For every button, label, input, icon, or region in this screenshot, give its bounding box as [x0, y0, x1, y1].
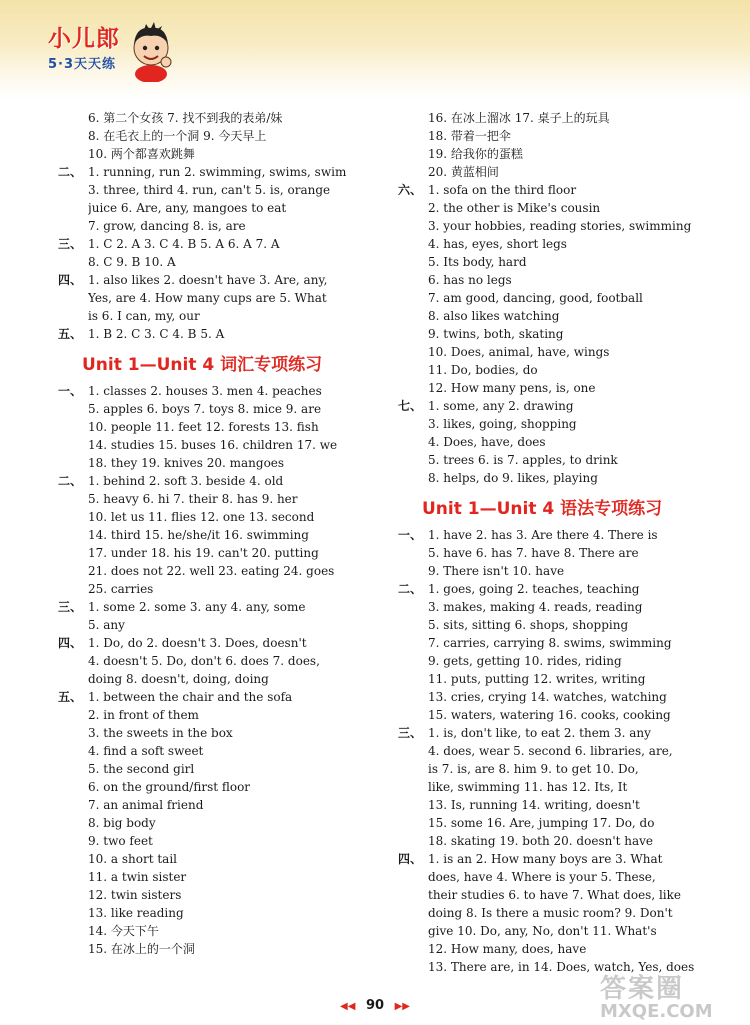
answer-line: [58, 454, 388, 472]
answer-text: 14. 今天下午: [88, 924, 159, 938]
answer-text: 5. sits, sitting 6. shops, shopping: [428, 618, 629, 632]
answer-text: 7. am good, dancing, good, football: [428, 291, 643, 305]
answer-line: [58, 289, 388, 307]
answer-line: [398, 904, 716, 922]
answer-text: 20. 黄蓝相间: [428, 165, 499, 179]
answer-text: 19. 给我你的蛋糕: [428, 147, 523, 161]
answer-line: [58, 163, 388, 181]
answers-left-column: [58, 109, 388, 958]
answer-line: [58, 886, 388, 904]
question-number: 六、: [398, 183, 423, 197]
answer-text: 1. some 2. some 3. any 4. any, some: [88, 600, 306, 614]
answer-line: [398, 922, 716, 940]
watermark-text: 答案圈: [600, 974, 685, 1004]
answer-line: [398, 361, 716, 379]
answer-text: 5. the second girl: [88, 762, 195, 776]
answer-line: [398, 562, 716, 580]
answer-line: [398, 253, 716, 271]
answer-line: [58, 145, 388, 163]
question-number: 二、: [398, 582, 423, 596]
answer-line: [398, 199, 716, 217]
answer-line: [58, 652, 388, 670]
answer-text: 5. heavy 6. hi 7. their 8. has 9. her: [88, 492, 298, 506]
answer-line: [398, 451, 716, 469]
section-heading: Unit 1—Unit 4 词汇专项练习: [82, 355, 323, 375]
answer-line: [398, 652, 716, 670]
section-heading: Unit 1—Unit 4 语法专项练习: [422, 499, 663, 519]
boy-mascot-icon: [126, 18, 176, 82]
answer-line: [58, 832, 388, 850]
answer-line: [58, 742, 388, 760]
answer-text: give 10. Do, any, No, don't 11. What's: [428, 924, 657, 938]
answer-line: [58, 490, 388, 508]
answer-text: 1. between the chair and the sofa: [88, 690, 293, 704]
answer-line: [58, 436, 388, 454]
answer-line: [398, 670, 716, 688]
answer-line: [398, 469, 716, 487]
answer-line: [398, 145, 716, 163]
question-number: 五、: [58, 690, 83, 704]
answer-line: [58, 508, 388, 526]
answer-line: [398, 343, 716, 361]
answer-line: [398, 832, 716, 850]
answer-text: 1. running, run 2. swimming, swims, swim: [88, 165, 347, 179]
answer-line: [398, 109, 716, 127]
answer-text: their studies 6. to have 7. What does, like: [428, 888, 682, 902]
answer-text: 1. behind 2. soft 3. beside 4. old: [88, 474, 284, 488]
answer-text: 8. also likes watching: [428, 309, 560, 323]
answer-text: 3. makes, making 4. reads, reading: [428, 600, 643, 614]
answer-text: 5. any: [88, 618, 125, 632]
answer-text: 12. twin sisters: [88, 888, 182, 902]
answer-text: 1. also likes 2. doesn't have 3. Are, any,: [88, 273, 328, 287]
question-number: 五、: [58, 327, 83, 341]
answer-line: [58, 109, 388, 127]
question-number: 三、: [58, 600, 83, 614]
answer-text: 5. apples 6. boys 7. toys 8. mice 9. are: [88, 402, 322, 416]
answer-line: [58, 400, 388, 418]
answer-text: 1. classes 2. houses 3. men 4. peaches: [88, 384, 322, 398]
answer-line: [58, 904, 388, 922]
question-number: 一、: [58, 384, 83, 398]
question-number: 一、: [398, 528, 423, 542]
answer-text: 1. Do, do 2. doesn't 3. Does, doesn't: [88, 636, 307, 650]
answer-line: [58, 670, 388, 688]
answer-text: doing 8. doesn't, doing, doing: [88, 672, 269, 686]
answer-text: 9. gets, getting 10. rides, riding: [428, 654, 622, 668]
answer-text: 5. have 6. has 7. have 8. There are: [428, 546, 639, 560]
answer-text: 4. does, wear 5. second 6. libraries, are,: [428, 744, 673, 758]
answer-text: 15. waters, watering 16. cooks, cooking: [428, 708, 671, 722]
answer-text: 15. some 16. Are, jumping 17. Do, do: [428, 816, 655, 830]
question-number: 三、: [58, 237, 83, 251]
answer-text: 12. How many pens, is, one: [428, 381, 596, 395]
answer-text: like, swimming 11. has 12. Its, It: [428, 780, 628, 794]
answer-text: 6. has no legs: [428, 273, 512, 287]
answer-line: [398, 814, 716, 832]
answer-text: 11. puts, putting 12. writes, writing: [428, 672, 646, 686]
answer-line: [398, 544, 716, 562]
answer-line: [398, 289, 716, 307]
answer-text: 7. carries, carrying 8. swims, swimming: [428, 636, 672, 650]
site-watermark: [600, 968, 713, 1022]
answer-text: 9. twins, both, skating: [428, 327, 564, 341]
answer-line: [398, 163, 716, 181]
answer-text: 2. in front of them: [88, 708, 199, 722]
question-number: 二、: [58, 474, 83, 488]
answer-text: 1. goes, going 2. teaches, teaching: [428, 582, 640, 596]
answer-line: [58, 382, 388, 400]
answer-text: 11. a twin sister: [88, 870, 187, 884]
question-number: 三、: [398, 726, 423, 740]
answer-line: [398, 181, 716, 199]
answer-line: [398, 868, 716, 886]
answer-line: [58, 598, 388, 616]
answer-line: [398, 415, 716, 433]
answer-text: 18. they 19. knives 20. mangoes: [88, 456, 285, 470]
answer-text: 10. let us 11. flies 12. one 13. second: [88, 510, 315, 524]
answers-right-column: [398, 109, 716, 976]
answer-text: 6. 第二个女孩 7. 找不到我的表弟/妹: [88, 111, 283, 125]
answer-line: [398, 271, 716, 289]
answer-line: [58, 127, 388, 145]
answer-text: 3. the sweets in the box: [88, 726, 233, 740]
answer-line: [58, 688, 388, 706]
answer-text: 13. There are, in 14. Does, watch, Yes, does: [428, 960, 695, 974]
answer-text: 15. 在冰上的一个洞: [88, 942, 195, 956]
answer-line: [58, 253, 388, 271]
answer-text: 1. sofa on the third floor: [428, 183, 577, 197]
answer-line: [58, 940, 388, 958]
answer-line: [58, 706, 388, 724]
answer-line: [398, 616, 716, 634]
answer-line: [398, 325, 716, 343]
answer-text: 4. Does, have, does: [428, 435, 546, 449]
answer-text: juice 6. Are, any, mangoes to eat: [88, 201, 287, 215]
answer-line: [58, 778, 388, 796]
answer-text: 1. B 2. C 3. C 4. B 5. A: [88, 327, 225, 341]
answer-text: 7. grow, dancing 8. is, are: [88, 219, 246, 233]
answer-line: [398, 433, 716, 451]
answer-text: 13. Is, running 14. writing, doesn't: [428, 798, 640, 812]
answer-text: 10. 两个都喜欢跳舞: [88, 147, 195, 161]
answer-text: does, have 4. Where is your 5. These,: [428, 870, 656, 884]
answer-line: [58, 325, 388, 343]
answer-line: [58, 199, 388, 217]
answer-text: 10. Does, animal, have, wings: [428, 345, 610, 359]
answer-text: 14. third 15. he/she/it 16. swimming: [88, 528, 309, 542]
answer-line: [58, 724, 388, 742]
answer-text: 8. C 9. B 10. A: [88, 255, 176, 269]
next-page-arrows-icon: ▶▶: [394, 1001, 410, 1012]
answer-text: Yes, are 4. How many cups are 5. What: [88, 291, 327, 305]
answer-text: 8. helps, do 9. likes, playing: [428, 471, 598, 485]
answer-text: 10. a short tail: [88, 852, 178, 866]
answer-line: [398, 634, 716, 652]
answer-text: 1. is, don't like, to eat 2. them 3. any: [428, 726, 651, 740]
answer-text: 25. carries: [88, 582, 154, 596]
book-logo: [48, 20, 120, 72]
answer-line: [58, 544, 388, 562]
answer-line: [58, 271, 388, 289]
answer-line: [398, 598, 716, 616]
answer-line: [398, 724, 716, 742]
answer-line: [58, 562, 388, 580]
answer-text: 16. 在冰上溜冰 17. 桌子上的玩具: [428, 111, 610, 125]
answer-line: [398, 760, 716, 778]
answer-text: 5. trees 6. is 7. apples, to drink: [428, 453, 618, 467]
answer-line: [398, 778, 716, 796]
answer-line: [398, 706, 716, 724]
question-number: 四、: [398, 852, 423, 866]
answer-line: [398, 379, 716, 397]
question-number: 二、: [58, 165, 83, 179]
answer-line: [58, 814, 388, 832]
answer-line: [58, 580, 388, 598]
answer-line: [58, 307, 388, 325]
answer-text: 1. C 2. A 3. C 4. B 5. A 6. A 7. A: [88, 237, 280, 251]
answer-text: 1. is an 2. How many boys are 3. What: [428, 852, 663, 866]
answer-text: 10. people 11. feet 12. forests 13. fish: [88, 420, 319, 434]
answer-text: 2. the other is Mike's cousin: [428, 201, 601, 215]
answer-text: 9. There isn't 10. have: [428, 564, 565, 578]
answer-text: 18. 带着一把伞: [428, 129, 511, 143]
answer-line: [398, 307, 716, 325]
answer-line: [398, 886, 716, 904]
answer-text: 6. on the ground/first floor: [88, 780, 251, 794]
answer-text: 8. big body: [88, 816, 156, 830]
answer-text: 3. three, third 4. run, can't 5. is, orange: [88, 183, 331, 197]
watermark-url: MXQE.COM: [600, 1001, 713, 1022]
answer-line: [398, 850, 716, 868]
answer-line: [398, 742, 716, 760]
answer-text: 1. some, any 2. drawing: [428, 399, 574, 413]
answer-text: 5. Its body, hard: [428, 255, 527, 269]
answer-line: [58, 472, 388, 490]
answer-line: [398, 235, 716, 253]
answer-text: 11. Do, bodies, do: [428, 363, 538, 377]
answer-text: is 6. I can, my, our: [88, 309, 200, 323]
answer-line: [58, 634, 388, 652]
question-number: 四、: [58, 273, 83, 287]
answer-line: [58, 526, 388, 544]
prev-page-arrows-icon: ◀◀: [340, 1001, 356, 1012]
answer-text: 4. find a soft sweet: [88, 744, 204, 758]
answer-line: [58, 418, 388, 436]
answer-text: 17. under 18. his 19. can't 20. putting: [88, 546, 319, 560]
answer-text: doing 8. Is there a music room? 9. Don't: [428, 906, 673, 920]
answer-line: [398, 397, 716, 415]
question-number: 四、: [58, 636, 83, 650]
answer-text: 3. your hobbies, reading stories, swimming: [428, 219, 692, 233]
answer-line: [398, 580, 716, 598]
answer-text: 8. 在毛衣上的一个洞 9. 今天早上: [88, 129, 267, 143]
answer-text: is 7. is, are 8. him 9. to get 10. Do,: [428, 762, 639, 776]
answer-line: [398, 688, 716, 706]
answer-line: [398, 217, 716, 235]
logo-subtitle: 5·3天天练: [48, 57, 117, 72]
answer-line: [398, 796, 716, 814]
answer-line: [58, 796, 388, 814]
answer-line: [398, 940, 716, 958]
answer-line: [58, 616, 388, 634]
answer-text: 9. two feet: [88, 834, 153, 848]
answer-text: 13. cries, crying 14. watches, watching: [428, 690, 667, 704]
answer-text: 4. has, eyes, short legs: [428, 237, 567, 251]
logo-title: 小儿郎: [48, 26, 120, 52]
answer-text: 7. an animal friend: [88, 798, 204, 812]
answer-text: 21. does not 22. well 23. eating 24. goes: [88, 564, 335, 578]
answer-line: [58, 922, 388, 940]
answer-line: [58, 235, 388, 253]
answer-text: 18. skating 19. both 20. doesn't have: [428, 834, 654, 848]
answer-text: 14. studies 15. buses 16. children 17. we: [88, 438, 338, 452]
answer-text: 4. doesn't 5. Do, don't 6. does 7. does,: [88, 654, 320, 668]
answer-text: 3. likes, going, shopping: [428, 417, 577, 431]
answer-line: [58, 217, 388, 235]
page-number: 90: [365, 998, 385, 1013]
answer-line: [398, 127, 716, 145]
answer-line: [58, 868, 388, 886]
answer-line: [58, 760, 388, 778]
answer-text: 12. How many, does, have: [428, 942, 587, 956]
question-number: 七、: [398, 399, 423, 413]
answer-line: [58, 181, 388, 199]
answer-text: 13. like reading: [88, 906, 184, 920]
answer-line: [58, 850, 388, 868]
answer-text: 1. have 2. has 3. Are there 4. There is: [428, 528, 658, 542]
answer-line: [398, 526, 716, 544]
